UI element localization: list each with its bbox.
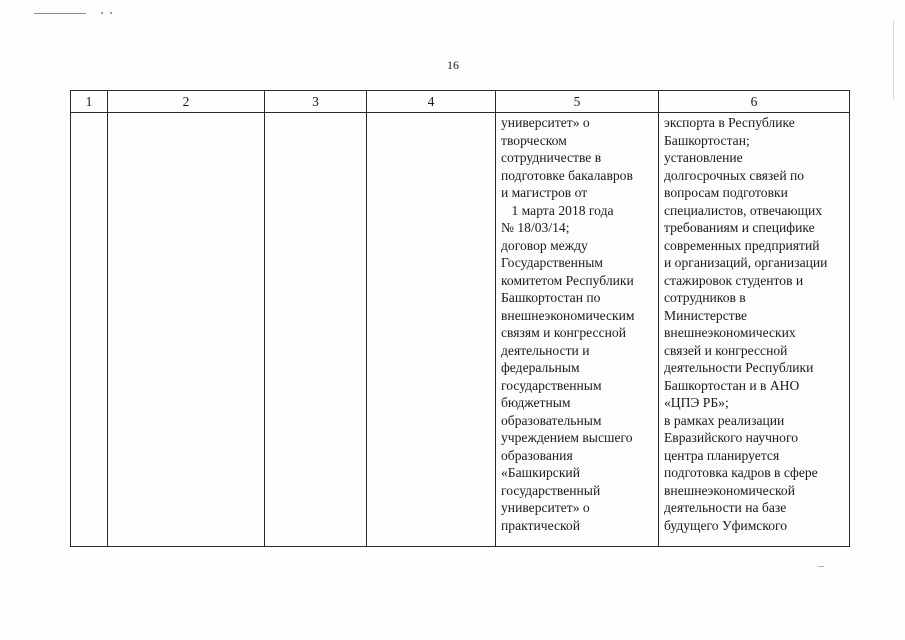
col6-line: современных предприятий	[664, 237, 820, 253]
scan-artifact-dot	[110, 12, 112, 14]
col5-line: Государственным	[501, 255, 603, 270]
col6-line: деятельности на базе	[664, 500, 787, 515]
col6-line: будущего Уфимского	[664, 517, 788, 533]
col6-line: деятельности Республики	[664, 360, 814, 375]
col6-line: установление	[664, 150, 743, 165]
col6-line: специалистов, отвечающих	[664, 202, 823, 218]
col5-line: университет» о	[501, 115, 590, 130]
col6-line: Башкортостан;	[664, 132, 750, 148]
col6-line: связей и конгрессной	[664, 342, 788, 358]
col5-line: «Башкирский	[501, 465, 580, 480]
col5-line: образования	[501, 447, 573, 463]
cell-col-5-agreements	[496, 113, 659, 547]
col5-line: федеральным	[501, 360, 580, 375]
col6-line: Башкортостан и в АНО	[664, 377, 800, 393]
col5-line: государственным	[501, 377, 602, 393]
col5-line: 1 марта 2018 года	[511, 202, 614, 218]
cell-col-2	[108, 113, 265, 547]
col6-line: подготовка кадров в сфере	[664, 465, 818, 480]
col6-line: экспорта в Республике	[664, 115, 795, 130]
col5-line: № 18/03/14;	[501, 220, 570, 235]
col6-line: Министерстве	[664, 307, 748, 323]
col5-line: комитетом Республики	[501, 272, 634, 288]
table-header-row	[71, 91, 850, 113]
column-header-5: 5	[496, 91, 659, 113]
scan-artifact-dot	[101, 12, 103, 14]
col6-line: требованиям и специфике	[664, 220, 815, 235]
col5-line: и магистров от	[501, 185, 588, 200]
col6-line: стажировок студентов и	[664, 272, 804, 288]
page-number: 16	[447, 58, 459, 72]
cell-col-6-results	[659, 113, 850, 547]
col5-text	[501, 114, 654, 534]
col5-line: творческом	[501, 132, 567, 148]
col5-line: подготовке бакалавров	[501, 167, 633, 183]
col6-line: в рамках реализации	[664, 412, 785, 428]
plan-table	[70, 90, 850, 547]
column-header-3: 3	[265, 91, 367, 113]
col5-line: связям и конгрессной	[501, 325, 626, 340]
col5-line: внешнеэкономическим	[501, 307, 635, 323]
col6-line: долгосрочных связей по	[664, 167, 805, 183]
col5-line: практической	[501, 517, 580, 533]
col5-line: учреждением высшего	[501, 430, 633, 445]
col5-line: деятельности и	[501, 342, 590, 358]
table-row	[71, 113, 850, 547]
col5-line: сотрудничестве в	[501, 150, 602, 165]
col5-line: Башкортостан по	[501, 290, 601, 305]
col6-line: вопросам подготовки	[664, 185, 788, 200]
scan-artifact-edge	[893, 20, 894, 100]
cell-col-3	[265, 113, 367, 547]
col5-line: договор между	[501, 237, 588, 253]
column-header-4: 4	[367, 91, 496, 113]
col6-text	[664, 114, 845, 534]
scan-artifact-dot	[818, 566, 824, 567]
col6-line: Евразийского научного	[664, 430, 799, 445]
column-header-6: 6	[659, 91, 850, 113]
column-header-1: 1	[71, 91, 108, 113]
cell-col-1	[71, 113, 108, 547]
cell-col-4	[367, 113, 496, 547]
col5-line: университет» о	[501, 500, 590, 515]
col5-line: бюджетным	[501, 395, 571, 410]
col6-line: и организаций, организации	[664, 255, 828, 270]
scan-artifact-line	[34, 13, 86, 14]
col6-line: внешнеэкономической	[664, 482, 795, 498]
col6-line: внешнеэкономических	[664, 325, 796, 340]
col5-line: государственный	[501, 482, 601, 498]
col6-line: «ЦПЭ РБ»;	[664, 395, 729, 410]
col6-line: центра планируется	[664, 447, 780, 463]
col6-line: сотрудников в	[664, 290, 746, 305]
column-header-2: 2	[108, 91, 265, 113]
col5-line: образовательным	[501, 412, 602, 428]
